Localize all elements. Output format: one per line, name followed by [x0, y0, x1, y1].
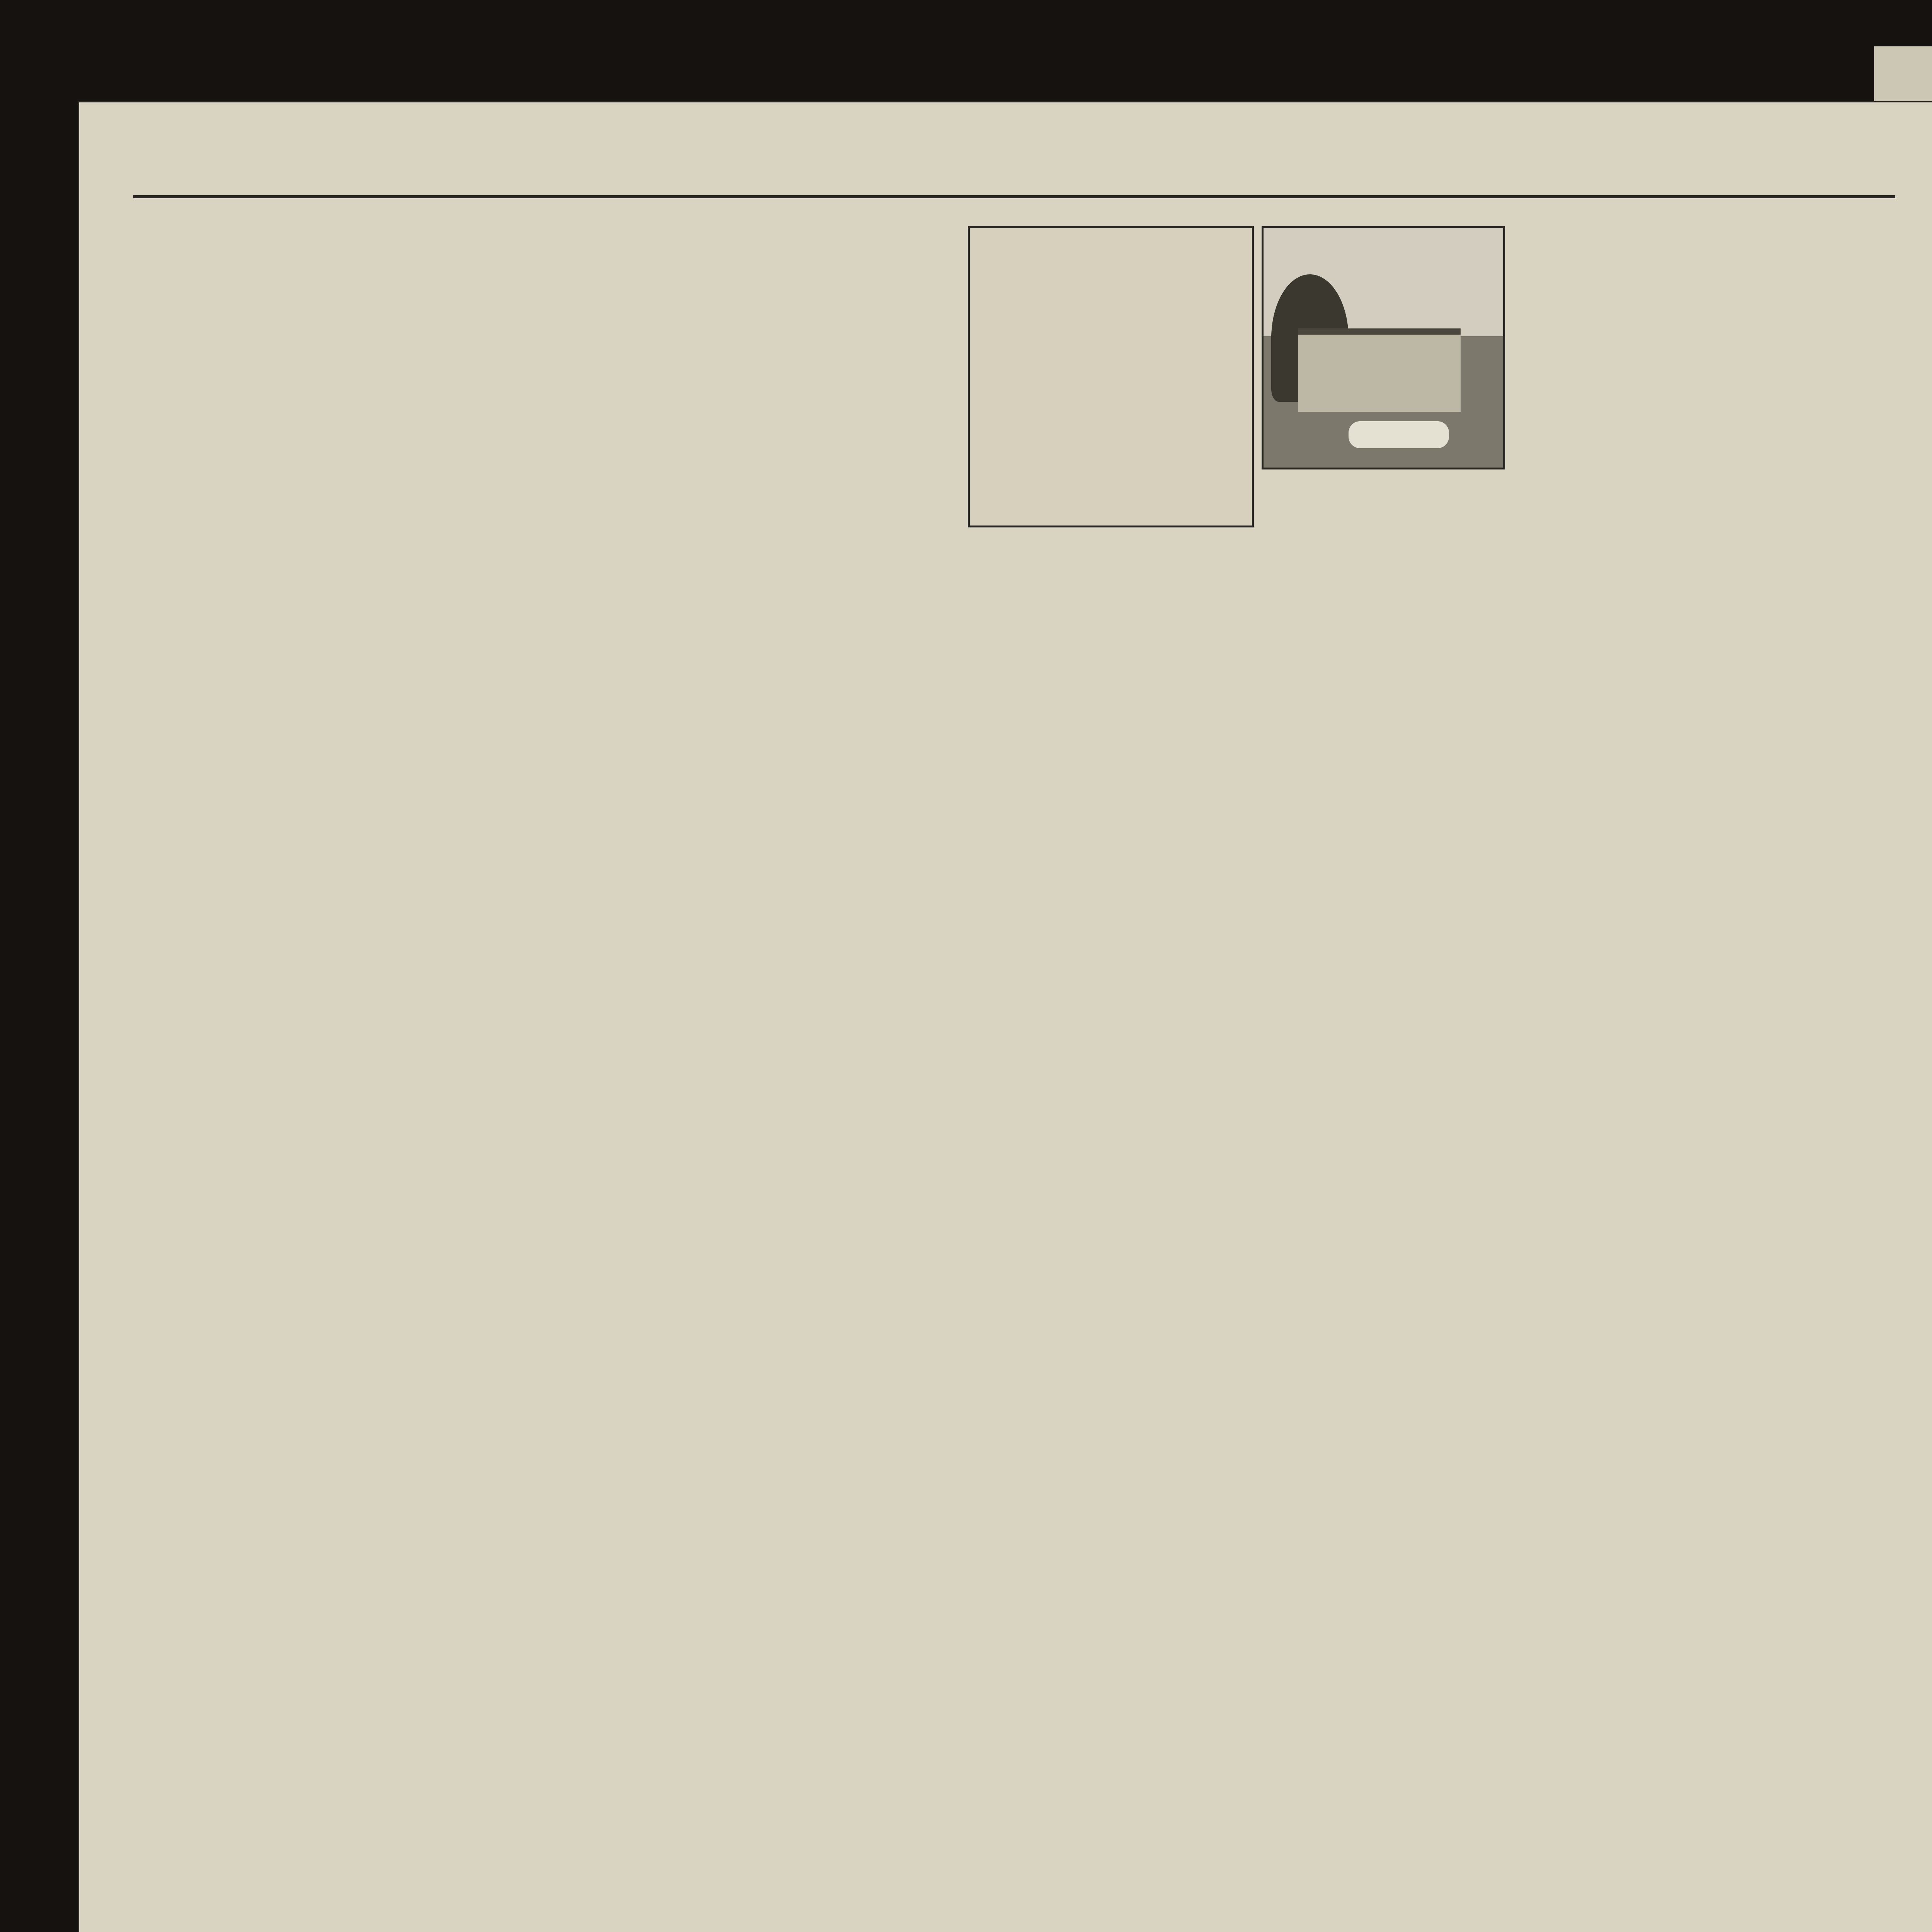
real-estate-ad [968, 226, 1254, 527]
page-header [79, 102, 1932, 218]
newspaper-page [79, 102, 1932, 1932]
header-rule [133, 195, 1895, 198]
house-photo [1262, 226, 1505, 469]
